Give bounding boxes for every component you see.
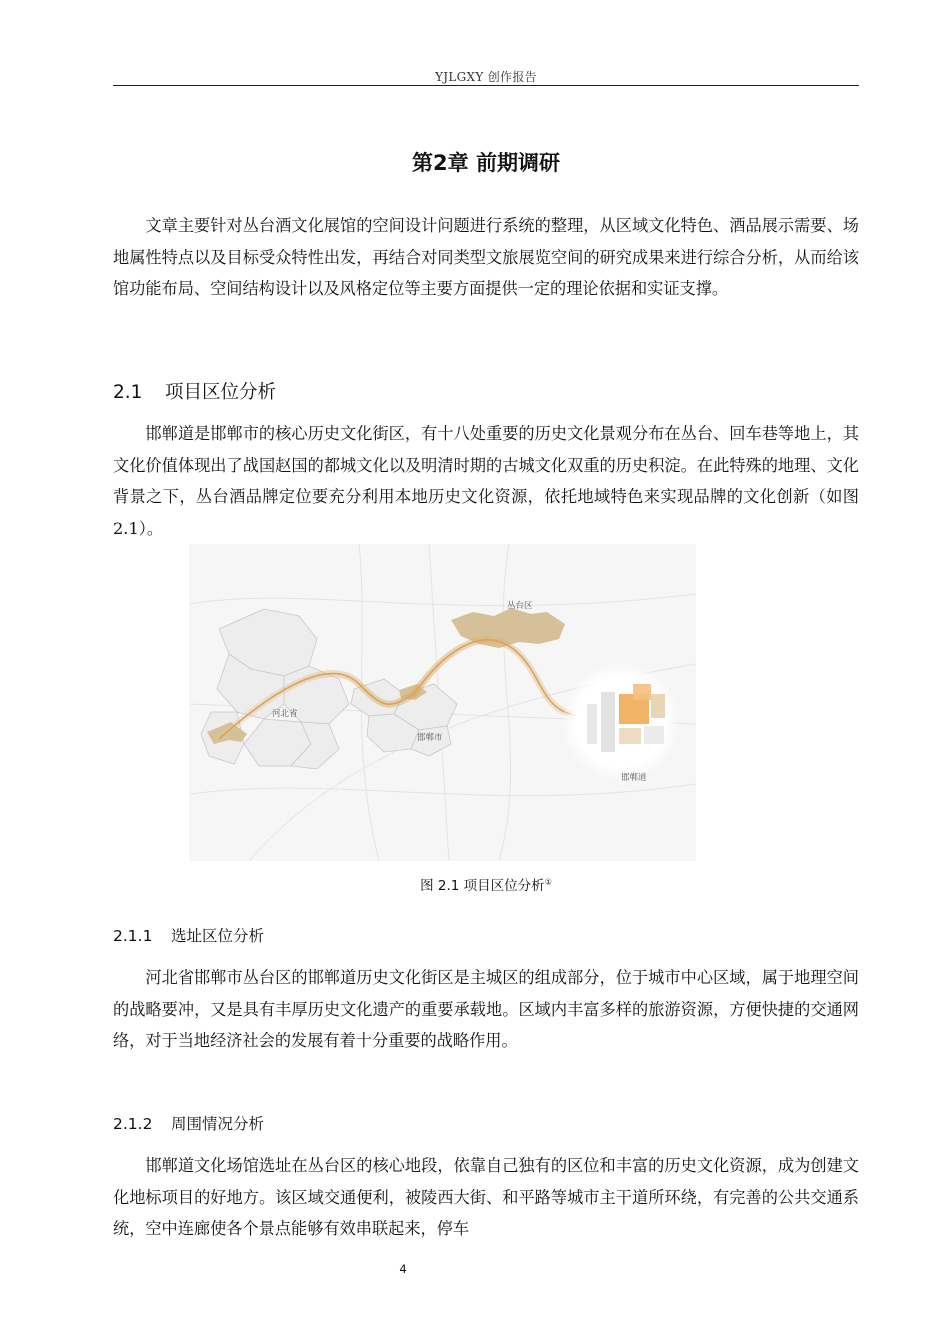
figure-caption	[113, 874, 859, 894]
handandao-label: 邯郸道	[621, 773, 647, 783]
section-2-1-2-paragraph: 邯郸道文化场馆选址在丛台区的核心地段，依靠自己独有的区位和丰富的历史文化资源，成为创建文化地标项目的好地方。该区域交通便利，被陵西大街、和平路等城市主干道所环绕，有完善的公共交通系统，空中连廊使各个景点能够有效串联起来，停车	[113, 1156, 859, 1238]
section-number: 2.1	[113, 382, 143, 403]
section-title: 项目区位分析	[165, 382, 277, 403]
section-2-1-1-heading	[113, 924, 264, 946]
page-header: YJLGXY 创作报告	[435, 70, 537, 84]
location-map	[189, 544, 696, 861]
section-title: 选址区位分析	[171, 927, 265, 945]
caption-text: 图 2.1 项目区位分析	[420, 878, 545, 894]
section-number: 2.1.1	[113, 927, 153, 945]
congtai-label: 丛台区	[507, 601, 533, 611]
section-2-1-paragraph: 邯郸道是邯郸市的核心历史文化街区，有十八处重要的历史文化景观分布在丛台、回车巷等地上，其文化价值体现出了战国赵国的都城文化以及明清时期的古城文化双重的历史积淀。在此特殊的地理、文化背景之下，丛台酒品牌定位要充分利用本地历史文化资源，依托地域特色来实现品牌的文化创新（如图 2.1）。	[113, 424, 859, 538]
intro-paragraph: 文章主要针对丛台酒文化展馆的空间设计问题进行系统的整理，从区域文化特色、酒品展示需要、场地属性特点以及目标受众特性出发，再结合对同类型文旅展览空间的研究成果来进行综合分析，从而给该馆功能布局、空间结构设计以及风格定位等主要方面提供一定的理论依据和实证支撑。	[113, 216, 859, 298]
section-number: 2.1.2	[113, 1115, 153, 1133]
header-rule	[113, 85, 859, 86]
section-title: 周围情况分析	[171, 1115, 265, 1133]
caption-footnote-mark: ①	[544, 877, 552, 887]
chapter-title: 第2章 前期调研	[412, 151, 560, 175]
location-map-figure	[189, 544, 696, 861]
handan-city-label: 邯郸市	[417, 733, 443, 743]
hebei-label: 河北省	[272, 709, 298, 719]
section-2-1-1-paragraph: 河北省邯郸市丛台区的邯郸道历史文化街区是主城区的组成部分，位于城市中心区域，属于地理空间的战略要冲，又是具有丰厚历史文化遗产的重要承载地。区域内丰富多样的旅游资源，方便快捷的交通网络，对于当地经济社会的发展有着十分重要的战略作用。	[113, 968, 859, 1050]
section-2-1-2-heading	[113, 1112, 264, 1134]
section-2-1-heading	[113, 378, 276, 404]
page-number: 4	[399, 1262, 407, 1276]
